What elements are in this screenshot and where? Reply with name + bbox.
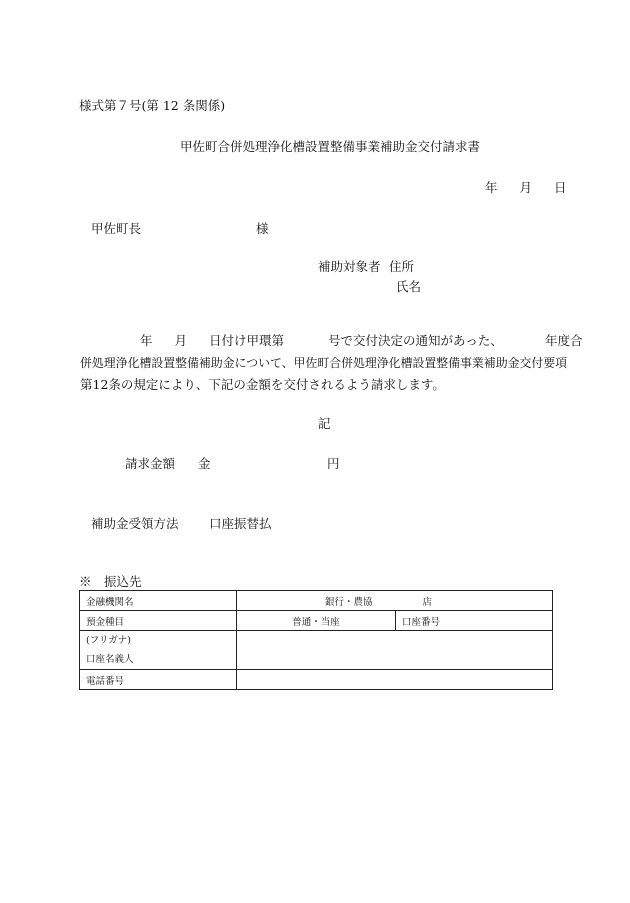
table-row bbox=[80, 591, 553, 611]
table-row bbox=[80, 670, 553, 690]
transfer-heading: ※ 振込先 bbox=[79, 574, 142, 589]
receipt-method-value: 口座振替払 bbox=[209, 516, 272, 531]
applicant-name-label: 氏名 bbox=[396, 279, 422, 294]
account-holder-label bbox=[80, 631, 237, 670]
furigana-label: (フリガナ) bbox=[86, 635, 131, 646]
addressee-name: 甲佐町長 bbox=[91, 221, 142, 236]
deposit-type-label: 預金種目 bbox=[80, 611, 237, 631]
receipt-method-label: 補助金受領方法 bbox=[91, 516, 179, 531]
deposit-type-value: 普通・当座 bbox=[237, 611, 396, 631]
date-day: 日 bbox=[554, 180, 567, 195]
ki-heading: 記 bbox=[318, 416, 331, 431]
applicant-label: 補助対象者 bbox=[318, 259, 381, 274]
phone-label: 電話番号 bbox=[80, 670, 237, 690]
account-number-label: 口座番号 bbox=[396, 611, 553, 631]
amount-label: 請求金額 bbox=[125, 456, 176, 471]
amount-prefix: 金 bbox=[198, 456, 211, 471]
amount-unit: 円 bbox=[327, 456, 340, 471]
date-month: 月 bbox=[519, 180, 533, 195]
request-body-line-3: 第12条の規定により、下記の金額を交付されるよう請求します。 bbox=[80, 377, 445, 392]
addressee-honorific: 様 bbox=[256, 221, 269, 236]
date-line bbox=[485, 178, 567, 196]
institution-value: 銀行・農協 店 bbox=[237, 591, 553, 611]
account-holder-name-label: 口座名義人 bbox=[86, 654, 134, 665]
bank-transfer-table bbox=[79, 590, 553, 690]
form-number: 様式第７号(第 12 条関係) bbox=[79, 98, 226, 113]
request-body-line-2: 併処理浄化槽設置整備補助金について、甲佐町合併処理浄化槽設置整備事業補助金交付要項 bbox=[80, 356, 568, 370]
document-title: 甲佐町合併処理浄化槽設置整備事業補助金交付請求書 bbox=[180, 139, 481, 154]
phone-value bbox=[237, 670, 553, 690]
request-body bbox=[80, 330, 583, 396]
institution-label: 金融機関名 bbox=[80, 591, 237, 611]
account-holder-value bbox=[237, 631, 553, 670]
date-year: 年 bbox=[485, 180, 498, 195]
table-row bbox=[80, 611, 553, 631]
table-row bbox=[80, 631, 553, 670]
request-body-line-1: 年 月 日付け甲環第 号で交付決定の通知があった、 年度合 bbox=[140, 333, 583, 348]
applicant-address-label: 住所 bbox=[389, 259, 415, 274]
